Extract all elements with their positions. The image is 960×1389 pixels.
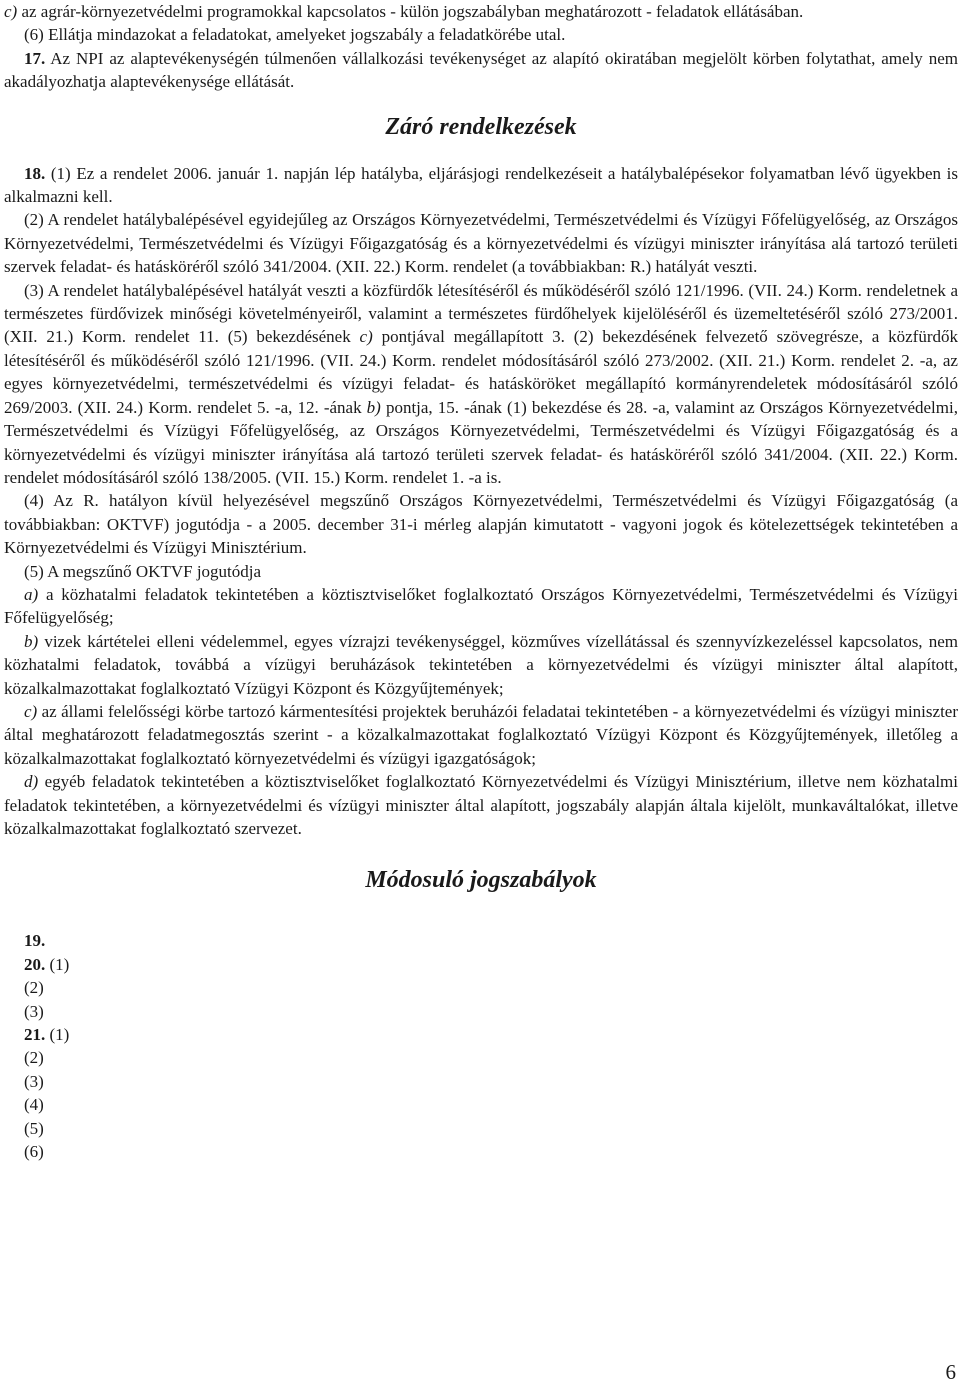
item-label: c) — [24, 701, 38, 721]
list-item: (6) — [24, 1142, 44, 1162]
item-label: b) — [24, 631, 39, 651]
section-number: 18. — [24, 163, 46, 183]
paragraph-16-6: (6) Ellátja mindazokat a feladatokat, amelyeket jogszabály a feladatkörébe utal. — [24, 25, 566, 45]
document-page — [4, 0, 958, 1163]
list-item: 21. (1) — [24, 1025, 70, 1045]
paragraph-18-5-c: c) az állami felelősségi körbe tartozó kármentesítési projektek beruházói feladatai tekintetében - a környezetvédelmi és vízügyi miniszter által meghatározott feladatmegosztás szerint - a közalkalmazottakat foglalkoztató Vízügyi Központ és Közgyűjtemények, illetőleg a közalkalmazottakat foglalkoztató környezetvédelmi és vízügyi igazgatóságok; — [4, 701, 958, 768]
paragraph-18-2: (2) A rendelet hatálybalépésével egyidejűleg az Országos Környezetvédelmi, Természetvédelmi és Vízügyi Főfelügyelőség, az Országos Környezetvédelmi, Természetvédelmi és Vízügyi Főigazgatóság és a környezetvédelmi és vízügyi miniszter irányítása alá tartozó területi szervek feladat- és hatásköréről szóló 341/2004. (XII. 22.) Korm. rendelet (a továbbiakban: R.) hatályát veszti. — [4, 210, 958, 277]
list-item: (3) — [24, 1071, 44, 1091]
paragraph-18-5-a: a) a közhatalmi feladatok tekintetében a köztisztviselőket foglalkoztató Országos Környezetvédelmi, Természetvédelmi és Vízügyi Főfelügyelőség; — [4, 584, 958, 628]
heading-modosulo-jogszabalyok: Módosuló jogszabályok — [365, 867, 597, 894]
list-item: 20. (1) — [24, 954, 70, 974]
paragraph-18-4: (4) Az R. hatályon kívül helyezésével megszűnő Országos Környezetvédelmi, Természetvédelmi és Vízügyi Főigazgatóság (a továbbiakban: OKTVF) jogutódja - a 2005. december 31-i mérleg alapján kimutatott - vagyoni jogok és kötelezettségek tekintetében a Környezetvédelmi és Vízügyi Minisztérium. — [4, 491, 958, 558]
list-item: 19. — [24, 931, 46, 951]
section-list — [24, 929, 958, 1163]
list-item: (3) — [24, 1001, 44, 1021]
item-label: c) — [4, 2, 18, 21]
list-item: (2) — [24, 978, 44, 998]
paragraph-18-3: (3) A rendelet hatálybalépésével hatályát veszti a közfürdők létesítéséről és működéséről szóló 121/1996. (VII. 24.) Korm. rendeletnek a természetes fürdővizek minőségi követelményeiről, valamint a természetes fürdőhelyek kijelöléséről és üzemeltetéséről szóló 273/2001. (XII. 21.) Korm. rendelet 11. (5) bekezdésének c) pontjával megállapított 3. (2) bekezdésének felvezető szövegrésze, a közfürdők létesítéséről és működéséről szóló 121/1996. (VII. 24.) Korm. rendelet módosításáról szóló 273/2002. (XII. 21.) Korm. rendelet 2. -a, az egyes környezetvédelmi, természetvédelmi és vízügyi feladat- és hatásköröket megállapító kormányrendeletek módosításáról szóló 269/2003. (XII. 24.) Korm. rendelet 5. -a, 12. -ának b) pontja, 15. -ának (1) bekezdése és 28. -a, valamint az Országos Környezetvédelmi, Természetvédelmi és Vízügyi Főfelügyelőség, az Országos Környezetvédelmi, Természetvédelmi és Vízügyi Főigazgatóság és a környezetvédelmi és vízügyi miniszter irányítása alá tartozó területi szervek feladat- és hatásköréről szóló 341/2004. (XII. 22.) Korm. rendelet módosításáról szóló 138/2005. (VII. 15.) Korm. rendelet 1. -a is. — [4, 280, 958, 487]
list-item: (4) — [24, 1095, 44, 1115]
section-18: 18. (1) Ez a rendelet 2006. január 1. napján lép hatályba, eljárásjogi rendelkezéseit a hatálybalépésekor folyamatban lévő ügyekben is alkalmazni kell. — [4, 163, 959, 207]
section-number: 17. — [24, 48, 46, 68]
page-number: 6 — [945, 1360, 956, 1384]
section-17: 17. Az NPI az alaptevékenységén túlmenően vállalkozási tevékenységet az alapító okiratában megjelölt körben folytathat, amely nem akadályozhatja alaptevékenysége ellátását. — [4, 48, 958, 92]
list-item: (5) — [24, 1118, 44, 1138]
paragraph-18-5-b: b) vizek kártételei elleni védelemmel, egyes vízrajzi tevékenységgel, közműves vízellátással és szennyvízkezeléssel kapcsolatos, nem közhatalmi feladatok, továbbá a vízügyi beruházások tekintetében a környezetvédelmi és vízügyi miniszter által alapított, közalkalmazottakat foglalkoztató Vízügyi Központ és Közgyűjtemények; — [4, 631, 958, 698]
paragraph-c-agrar: c) az agrár-környezetvédelmi programokkal kapcsolatos - külön jogszabályban meghatározott - feladatok ellátásában. — [4, 2, 804, 21]
heading-zaro-rendelkezesek: Záró rendelkezések — [385, 113, 577, 140]
paragraph-18-5: (5) A megszűnő OKTVF jogutódja — [24, 561, 262, 581]
item-label: d) — [24, 772, 39, 792]
list-item: (2) — [24, 1048, 44, 1068]
item-label: a) — [24, 584, 39, 604]
paragraph-18-5-d: d) egyéb feladatok tekintetében a köztisztviselőket foglalkoztató Környezetvédelmi és Vízügyi Minisztérium, illetve nem közhatalmi feladatok tekintetében, a környezetvédelmi és vízügyi miniszter által alapított, jogszabály alapján általa kijelölt, munkaváltalókat, illetve közalkalmazottakat foglalkoztató szervezet. — [4, 772, 958, 838]
